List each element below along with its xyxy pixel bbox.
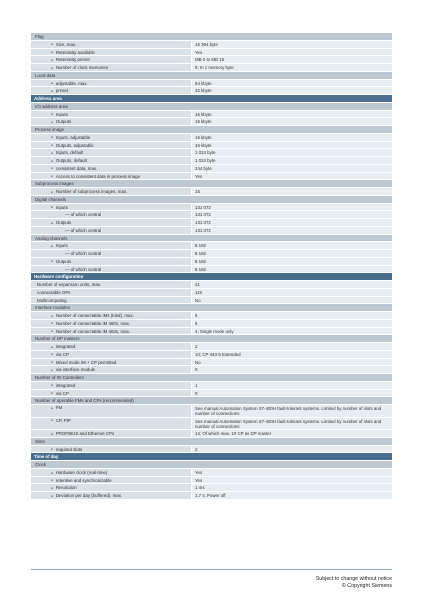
category-row [31, 304, 392, 312]
spec-label-text: Inputs, adjustable [55, 134, 91, 140]
spec-label-text: Resolution [55, 485, 77, 491]
spec-value: 32 kbyte [192, 87, 392, 94]
spec-label [31, 382, 191, 389]
spec-label-text: — of which central [65, 266, 102, 272]
spec-label [31, 87, 191, 94]
category-label: I/O address area [31, 103, 392, 110]
spec-value: 21 [192, 281, 392, 288]
spec-label [31, 149, 191, 156]
category-label: Flag [31, 33, 392, 40]
spec-label-text: integrated [55, 382, 76, 388]
spec-value: Yes [192, 173, 392, 180]
category-label: Slots [31, 438, 392, 445]
spec-value: 8 192 [192, 250, 392, 257]
spec-label-text: integrated [55, 344, 76, 349]
spec-label [31, 242, 191, 249]
category-label: Process image [31, 126, 392, 133]
spec-value: 119 [192, 289, 392, 296]
spec-label [31, 351, 191, 358]
spec-row [31, 477, 392, 485]
spec-row [31, 204, 392, 212]
spec-label [31, 289, 191, 296]
spec-value: 244 byte [192, 165, 392, 172]
category-row [31, 461, 392, 469]
spec-row [31, 211, 392, 219]
category-label: Number of operable FMs and CPs (recommended) [31, 397, 392, 404]
category-label: Clock [31, 461, 392, 468]
spec-row [31, 418, 392, 431]
spec-label [31, 281, 191, 288]
spec-value: No [192, 359, 392, 366]
spec-label-text: CP, PtP [55, 417, 71, 423]
spec-row [31, 111, 392, 119]
spec-label-text: Number of clock memories [55, 65, 109, 70]
spec-value: 6 [192, 312, 392, 319]
category-label: Number of DP masters [31, 335, 392, 342]
section-header [31, 95, 392, 103]
spec-value: Yes [192, 477, 392, 484]
spec-label [31, 366, 191, 373]
spec-label-text: required slots [55, 446, 83, 452]
spec-label [31, 446, 191, 453]
spec-label-text: Retentivity preset [55, 57, 90, 63]
spec-value: MB 0 to MB 15 [192, 56, 392, 63]
spec-value: 64 kbyte [192, 80, 392, 87]
spec-row [31, 343, 392, 351]
spec-label [31, 258, 191, 265]
category-row [31, 438, 392, 446]
spec-value: 14; Of which max. 10 CP as DP master [192, 430, 392, 437]
spec-label-text: via CP [55, 390, 69, 396]
spec-value: 131 072 [192, 211, 392, 218]
section-header [31, 273, 392, 281]
spec-row [31, 188, 392, 196]
spec-row [31, 219, 392, 227]
spec-label [31, 418, 191, 430]
spec-row [31, 390, 392, 398]
category-row [31, 196, 392, 204]
footer-divider [31, 569, 392, 570]
category-label: Subprocess images [31, 180, 392, 187]
spec-row [31, 351, 392, 359]
spec-label-text: Access to consistent data in process image [55, 173, 141, 179]
spec-label [31, 173, 191, 180]
spec-label-text: preset [55, 88, 69, 94]
spec-label-text: Size, max. [55, 41, 77, 47]
spec-value: See manual Automation System S7-400H fault-tolerant systems. Limited by number of slots and number of connections [192, 418, 392, 430]
category-label: Digital channels [31, 196, 392, 203]
spec-label [31, 297, 191, 304]
spec-value: 8; In 1 memory byte [192, 64, 392, 71]
spec-value: 10; CP 443-5 Extended [192, 351, 392, 358]
spec-label [31, 165, 191, 172]
spec-label-text: via CP [55, 351, 69, 357]
spec-value: 16 kbyte [192, 134, 392, 141]
spec-value: 8 192 [192, 258, 392, 265]
spec-row [31, 405, 392, 418]
spec-label [31, 266, 191, 273]
spec-label-text: via interface module [55, 367, 96, 373]
spec-value: 15 [192, 188, 392, 195]
spec-label [31, 188, 191, 195]
spec-value: 1.7 s; Power off [192, 492, 392, 499]
spec-value: 0 [192, 390, 392, 397]
spec-value: 8 192 [192, 266, 392, 273]
spec-label [31, 484, 191, 491]
spec-label-text: adjustable, max. [55, 80, 88, 86]
spec-label-text: Number of connectable IMs (total), max. [55, 313, 134, 318]
section-title: Hardware configuration [31, 273, 392, 280]
spec-value: Yes [192, 469, 392, 476]
spec-label [31, 390, 191, 397]
spec-label-text: — of which central [65, 227, 102, 233]
spec-label-text: consistent data, max. [55, 165, 98, 171]
spec-label [31, 211, 191, 218]
category-label: Local data [31, 72, 392, 79]
spec-row [31, 430, 392, 438]
spec-label-text: Inputs [55, 204, 68, 210]
spec-value: 6 [192, 320, 392, 327]
spec-row [31, 87, 392, 95]
spec-label-text: Number of connectable IM 460s, max. [55, 320, 131, 326]
spec-row [31, 41, 392, 49]
category-label: Interface modules [31, 304, 392, 311]
spec-label-text: connectable OPs [37, 289, 71, 295]
spec-row [31, 80, 392, 88]
spec-row [31, 328, 392, 336]
category-row [31, 33, 392, 41]
spec-label [31, 492, 191, 499]
category-row [31, 103, 392, 111]
spec-value: 8 192 [192, 242, 392, 249]
spec-label-text: retentive and synchronizable [55, 477, 112, 483]
spec-label-text: Inputs [55, 243, 68, 249]
spec-row [31, 359, 392, 367]
spec-label-text: Inputs, default [55, 150, 84, 156]
section-title: Time of day [31, 453, 392, 460]
spec-row [31, 320, 392, 328]
spec-label-text: Multicomputing [37, 297, 67, 303]
spec-row [31, 118, 392, 126]
spec-label [31, 430, 191, 437]
section-title: Address area [31, 95, 392, 102]
spec-value: 16 kbyte [192, 111, 392, 118]
spec-label [31, 134, 191, 141]
spec-value: 16 kbyte [192, 142, 392, 149]
spec-label-text: Outputs [55, 258, 72, 264]
spec-row [31, 134, 392, 142]
spec-label [31, 250, 191, 257]
spec-label-text: Outputs, adjustable [55, 142, 94, 148]
spec-label [31, 469, 191, 476]
spec-row [31, 142, 392, 150]
spec-label [31, 328, 191, 335]
spec-value: 131 072 [192, 204, 392, 211]
spec-value: 1 ms [192, 484, 392, 491]
spec-value: 131 072 [192, 227, 392, 234]
category-label: Number of IO Controllers [31, 374, 392, 381]
spec-value: 16 384 byte [192, 41, 392, 48]
category-row [31, 374, 392, 382]
spec-value: 16 kbyte [192, 118, 392, 125]
spec-row [31, 446, 392, 454]
spec-label-text: Retentivity available [55, 49, 95, 55]
spec-label-text: — of which central [65, 212, 102, 218]
spec-label-text: Outputs, default [55, 158, 87, 163]
spec-label [31, 227, 191, 234]
category-row [31, 126, 392, 134]
spec-label [31, 49, 191, 56]
spec-row [31, 382, 392, 390]
spec-value: 4; Single mode only [192, 328, 392, 335]
spec-row [31, 242, 392, 250]
spec-row [31, 469, 392, 477]
spec-row [31, 366, 392, 374]
spec-row [31, 289, 392, 297]
spec-label [31, 80, 191, 87]
spec-row [31, 56, 392, 64]
section-header [31, 453, 392, 461]
spec-row [31, 49, 392, 57]
spec-label [31, 118, 191, 125]
spec-row [31, 165, 392, 173]
spec-label [31, 157, 191, 164]
category-row [31, 335, 392, 343]
spec-label-text: Hardware clock (real-time) [55, 469, 108, 475]
spec-row [31, 227, 392, 235]
spec-label-text: Mixed mode IM + CP permitted [55, 359, 117, 365]
footer-notice: Subject to change without notice [315, 576, 392, 582]
spec-label [31, 359, 191, 366]
spec-row [31, 64, 392, 72]
spec-value: 2 [192, 343, 392, 350]
spec-label [31, 111, 191, 118]
spec-value: 131 072 [192, 219, 392, 226]
spec-label-text: Number of subprocess images, max. [55, 189, 128, 194]
spec-value: 2 [192, 446, 392, 453]
spec-label [31, 41, 191, 48]
spec-label [31, 320, 191, 327]
spec-table [31, 33, 392, 500]
category-label: Analog channels [31, 235, 392, 242]
spec-row [31, 149, 392, 157]
spec-value: No [192, 297, 392, 304]
spec-value: See manual Automation System S7-400H fault-tolerant systems. Limited by number of slots and number of connections [192, 405, 392, 417]
spec-row [31, 312, 392, 320]
spec-row [31, 297, 392, 305]
spec-row [31, 157, 392, 165]
spec-label-text: Deviation per day (buffered), max. [55, 493, 123, 499]
spec-value: 1 024 byte [192, 149, 392, 156]
spec-label-text: Number of connectable IM 463s, max. [55, 328, 131, 334]
spec-row [31, 281, 392, 289]
spec-label-text: Outputs [55, 119, 72, 125]
spec-label-text: Outputs [55, 220, 72, 225]
spec-label [31, 343, 191, 350]
spec-row [31, 492, 392, 500]
spec-row [31, 484, 392, 492]
spec-label [31, 477, 191, 484]
spec-label [31, 64, 191, 71]
footer [316, 576, 392, 590]
spec-row [31, 258, 392, 266]
spec-label [31, 312, 191, 319]
spec-label-text: FM [55, 405, 63, 410]
spec-label [31, 142, 191, 149]
category-row [31, 397, 392, 405]
spec-label [31, 219, 191, 226]
category-row [31, 235, 392, 243]
category-row [31, 72, 392, 80]
spec-label [31, 204, 191, 211]
footer-copyright: © Copyright Siemens [341, 583, 392, 589]
spec-value: 1 [192, 382, 392, 389]
spec-label-text: — of which central [65, 251, 102, 256]
spec-row [31, 173, 392, 181]
spec-value: 0 [192, 366, 392, 373]
spec-label-text: Number of expansion units, max. [37, 282, 102, 287]
spec-label-text: PROFIBUS and Ethernet CPs [55, 431, 115, 437]
spec-value: 1 024 byte [192, 157, 392, 164]
spec-row [31, 266, 392, 274]
spec-row [31, 250, 392, 258]
spec-value: Yes [192, 49, 392, 56]
spec-label-text: Inputs [55, 111, 68, 117]
spec-label [31, 405, 191, 417]
category-row [31, 180, 392, 188]
spec-label [31, 56, 191, 63]
